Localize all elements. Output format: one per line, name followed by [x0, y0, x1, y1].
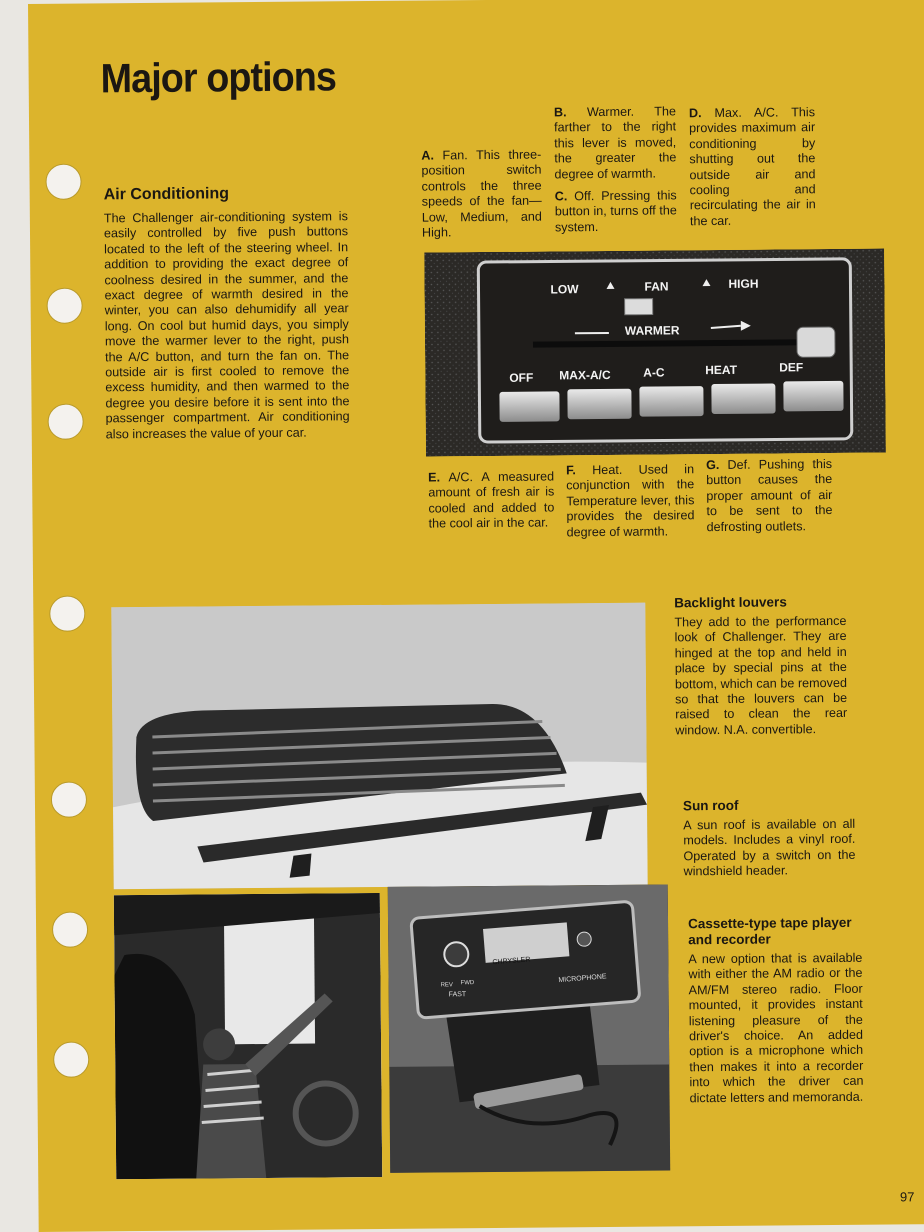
- callout-warmer: [554, 104, 677, 182]
- callout-text: A/C. A measured amount of fresh air is cooled and added to the cool air in the car.: [428, 469, 555, 531]
- page-title: Major options: [100, 53, 337, 102]
- callout-label: F.: [566, 463, 576, 478]
- fan-high-label: HIGH: [728, 276, 759, 291]
- button-label: HEAT: [705, 362, 738, 378]
- cassette-player-photo: [388, 884, 670, 1172]
- button-label: OFF: [509, 370, 534, 385]
- binder-hole: [52, 912, 88, 948]
- callout-label: D.: [688, 106, 702, 121]
- backlight-louvers-body: They add to the performance look of Challenger. They are hinged at the top and held in place by special pins at the bottom, which can be removed so that the louvers can be raised to clean the rear window. N.A. convertible.: [674, 613, 848, 738]
- rewind-knob[interactable]: [444, 942, 468, 966]
- binder-hole: [51, 782, 87, 818]
- warmer-label: WARMER: [624, 323, 680, 338]
- binder-hole: [46, 288, 82, 324]
- sun-roof-photo: [114, 893, 382, 1179]
- callout-ac: [428, 469, 555, 532]
- fwd-label: FWD: [460, 980, 475, 987]
- max-ac-button[interactable]: [567, 389, 631, 420]
- cassette-illustration: [388, 884, 670, 1172]
- callout-text: Max. A/C. This provides maximum air conditioning by shutting out the outside air and cooling and recirculating the air in the car.: [689, 105, 816, 229]
- binder-hole: [49, 596, 85, 632]
- callout-label: A.: [421, 148, 434, 163]
- page-number: 97: [899, 1189, 915, 1205]
- cassette-body: A new option that is available with either the AM radio or the AM/FM stereo radio. Floor mounted, it provides instant listening pleasure of the driver's choice. An added option is a microphone which then makes it into a recorder into which the driver can dictate letters and memoranda.: [688, 950, 864, 1105]
- callout-fan: [421, 148, 542, 241]
- callout-def: [706, 457, 833, 535]
- callout-label: C.: [554, 189, 568, 204]
- callout-label: E.: [428, 470, 441, 485]
- fan-low-label: LOW: [550, 282, 579, 297]
- button-label: DEF: [779, 360, 804, 375]
- air-conditioning-heading: Air Conditioning: [103, 185, 230, 204]
- callout-label: B.: [553, 105, 567, 120]
- callout-max-ac: [689, 105, 816, 229]
- fan-label: FAN: [644, 279, 669, 294]
- fan-switch[interactable]: [625, 299, 653, 315]
- binder-hole: [47, 404, 83, 440]
- callout-off: [555, 188, 677, 235]
- button-label: MAX-A/C: [559, 367, 611, 383]
- callout-heat: [566, 462, 695, 540]
- warmer-lever[interactable]: [797, 327, 835, 357]
- louvers-illustration: [111, 603, 647, 890]
- callout-text: Def. Pushing this button causes the proper amount of air to be sent to the defrosting outlets.: [706, 457, 833, 534]
- cassette-heading: Cassette-type tape player and recorder: [687, 914, 852, 948]
- tape-brand-label: CHRYSLER: [492, 956, 531, 967]
- callout-text: Heat. Used in conjunction with the Temperature lever, this provides the desired degree of warmth.: [566, 462, 695, 539]
- heat-button[interactable]: [711, 383, 775, 414]
- off-button[interactable]: [499, 391, 559, 422]
- binder-hole: [53, 1042, 89, 1078]
- callout-text: Off. Pressing this button in, turns off the system.: [554, 188, 677, 235]
- backlight-louvers-heading: Backlight louvers: [674, 594, 787, 611]
- ac-control-panel-photo: [424, 249, 886, 457]
- sun-roof-illustration: [114, 893, 382, 1179]
- air-conditioning-body: The Challenger air-conditioning system is easily controlled by five push buttons located to the left of the steering wheel. In addition to providing the exact degree of coolness desired in the summer, and the exact degree of warmth desired in the winter, you can also dehumidify all year long. On cool but humid days, you simply move the warmer lever to the right, push the A/C button, and turn the fan on. The outside air is first cooled to remove the excess humidity, and then warmed to the degree you desire before it is sent into the passenger compartment. Air conditioning also increases the value of your car.: [103, 209, 350, 442]
- sun-roof-body: A sun roof is available on all models. Includes a vinyl roof. Operated by a switch on the windshield header.: [683, 816, 856, 879]
- backlight-louvers-photo: [111, 603, 647, 890]
- callout-text: Warmer. The farther to the right this lever is moved, the greater the degree of warmth.: [554, 104, 677, 182]
- control-panel-illustration: [424, 249, 886, 457]
- callout-text: Fan. This three-position switch controls the three speeds of the fan—Low, Medium, and High.: [421, 147, 542, 240]
- rev-label: REV: [440, 982, 453, 989]
- sun-roof-heading: Sun roof: [682, 797, 739, 814]
- microphone-jack[interactable]: [577, 932, 591, 946]
- brochure-page: [28, 0, 924, 1232]
- binder-hole: [45, 164, 81, 200]
- callout-label: G.: [705, 457, 720, 473]
- button-label: A-C: [643, 365, 665, 380]
- fast-label: FAST: [448, 991, 467, 999]
- microphone-label: MICROPHONE: [558, 973, 607, 985]
- ac-button[interactable]: [639, 386, 703, 417]
- def-button[interactable]: [783, 381, 843, 412]
